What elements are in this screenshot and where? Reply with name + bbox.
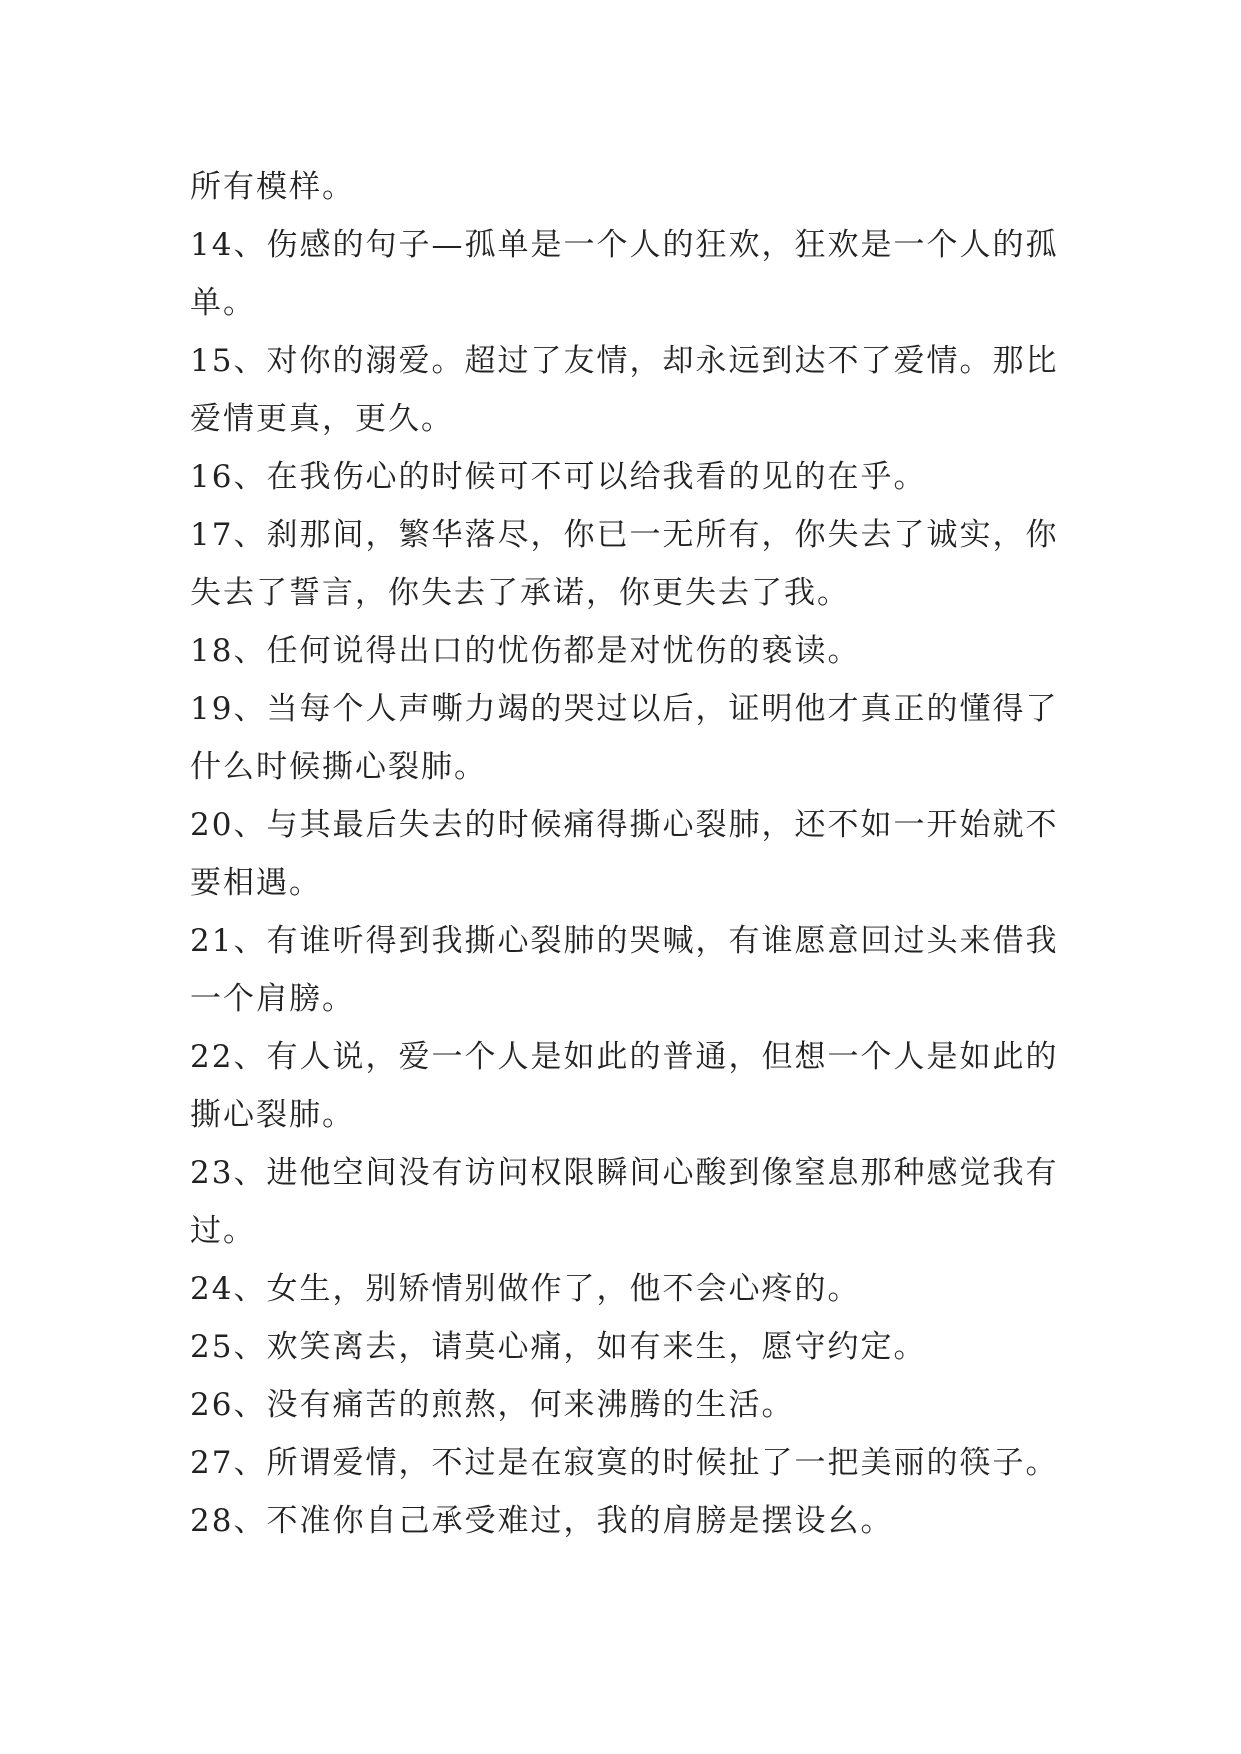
text-line: 28、不准你自己承受难过，我的肩膀是摆设幺。 <box>190 1503 894 1539</box>
text-line: 21、有谁听得到我撕心裂肺的哭喊，有谁愿意回过头来借我 <box>190 923 1059 959</box>
text-line: 27、所谓爱情，不过是在寂寞的时候扯了一把美丽的筷子。 <box>190 1445 1059 1481</box>
document-body <box>190 158 1060 1550</box>
text-line: 15、对你的溺爱。超过了友情，却永远到达不了爱情。那比 <box>190 343 1059 379</box>
text-line: 25、欢笑离去，请莫心痛，如有来生，愿守约定。 <box>190 1329 927 1365</box>
text-line: 所有模样。 <box>190 169 355 205</box>
text-line: 24、女生，别矫情别做作了，他不会心疼的。 <box>190 1271 861 1307</box>
text-line: 20、与其最后失去的时候痛得撕心裂肺，还不如一开始就不 <box>190 807 1059 843</box>
text-line: 单。 <box>190 285 256 321</box>
text-line: 爱情更真，更久。 <box>190 401 454 437</box>
text-line: 14、伤感的句子—孤单是一个人的狂欢，狂欢是一个人的孤 <box>190 227 1059 263</box>
text-line: 16、在我伤心的时候可不可以给我看的见的在乎。 <box>190 459 927 495</box>
text-line: 23、进他空间没有访问权限瞬间心酸到像窒息那种感觉我有 <box>190 1155 1059 1191</box>
text-line: 失去了誓言，你失去了承诺，你更失去了我。 <box>190 575 850 611</box>
text-line: 什么时候撕心裂肺。 <box>190 749 487 785</box>
text-line: 过。 <box>190 1213 256 1249</box>
text-line: 22、有人说，爱一个人是如此的普通，但想一个人是如此的 <box>190 1039 1059 1075</box>
text-line: 一个肩膀。 <box>190 981 355 1017</box>
text-line: 17、刹那间，繁华落尽，你已一无所有，你失去了诚实，你 <box>190 517 1059 553</box>
text-line: 26、没有痛苦的煎熬，何来沸腾的生活。 <box>190 1387 795 1423</box>
text-line: 18、任何说得出口的忧伤都是对忧伤的亵读。 <box>190 633 861 669</box>
text-line: 19、当每个人声嘶力竭的哭过以后，证明他才真正的懂得了 <box>190 691 1059 727</box>
text-line: 撕心裂肺。 <box>190 1097 355 1133</box>
text-line: 要相遇。 <box>190 865 322 901</box>
